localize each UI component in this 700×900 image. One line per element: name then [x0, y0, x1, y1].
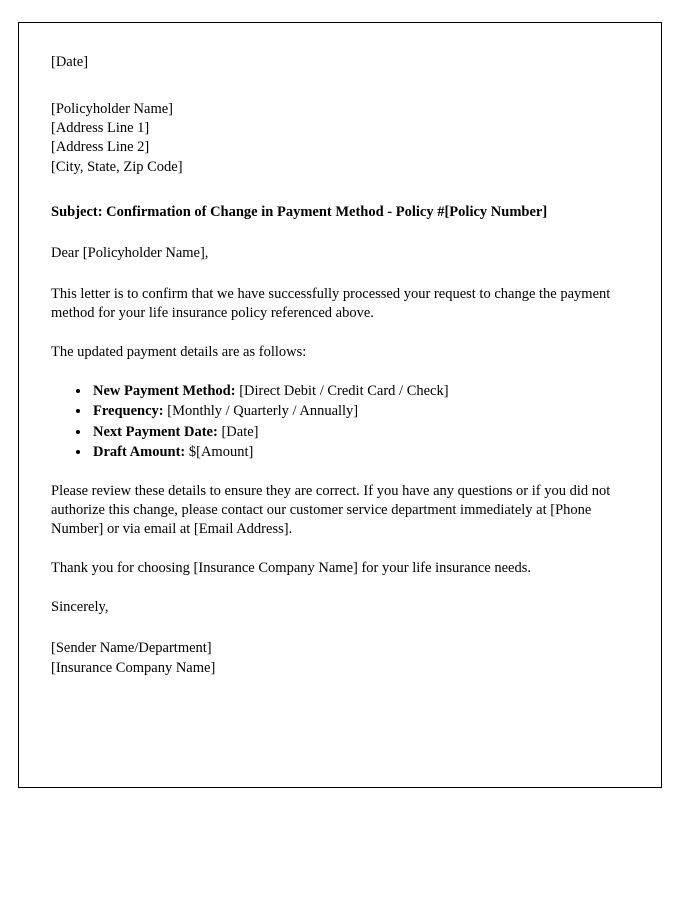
list-item	[91, 423, 619, 442]
letter-page	[18, 22, 662, 788]
closing: Sincerely,	[51, 599, 109, 616]
address-line-1: [Address Line 1]	[51, 120, 150, 137]
list-item	[91, 443, 619, 462]
payment-details-list	[51, 382, 619, 462]
paragraph-details-intro: The updated payment details are as follows:	[51, 344, 307, 361]
address-line-policyholder-name: [Policyholder Name]	[51, 101, 174, 118]
detail-label-new-payment-method: New Payment Method:	[93, 383, 236, 400]
detail-label-frequency: Frequency:	[93, 403, 164, 420]
paragraph-thank-you: Thank you for choosing [Insurance Company Name] for your life insurance needs.	[51, 560, 531, 577]
list-item	[91, 402, 619, 421]
detail-value-draft-amount: $[Amount]	[188, 443, 254, 460]
list-item	[91, 382, 619, 401]
address-line-city-state-zip: [City, State, Zip Code]	[51, 158, 183, 175]
detail-label-next-payment-date: Next Payment Date:	[93, 423, 218, 440]
subject-line: Subject: Confirmation of Change in Payment Method - Policy #[Policy Number]	[51, 203, 548, 220]
paragraph-review-contact: Please review these details to ensure they are correct. If you have any questions or if you did not authorize this change, please contact our customer service department immediately at [Phone Number] or via email at [Email Address].	[51, 482, 611, 537]
signature-block	[51, 639, 619, 677]
date-block	[51, 53, 619, 72]
recipient-address-block	[51, 100, 619, 177]
letter-body	[19, 23, 661, 678]
detail-value-new-payment-method: [Direct Debit / Credit Card / Check]	[239, 383, 449, 400]
paragraph-confirmation: This letter is to confirm that we have successfully processed your request to change the payment method for your life insurance policy referenced above.	[51, 285, 611, 321]
salutation: Dear [Policyholder Name],	[51, 244, 209, 261]
address-line-2: [Address Line 2]	[51, 139, 150, 156]
signature-sender: [Sender Name/Department]	[51, 640, 212, 657]
signature-company: [Insurance Company Name]	[51, 659, 216, 676]
letter-date: [Date]	[51, 54, 89, 70]
detail-label-draft-amount: Draft Amount:	[93, 443, 186, 460]
detail-value-frequency: [Monthly / Quarterly / Annually]	[167, 403, 359, 420]
detail-value-next-payment-date: [Date]	[221, 423, 259, 440]
